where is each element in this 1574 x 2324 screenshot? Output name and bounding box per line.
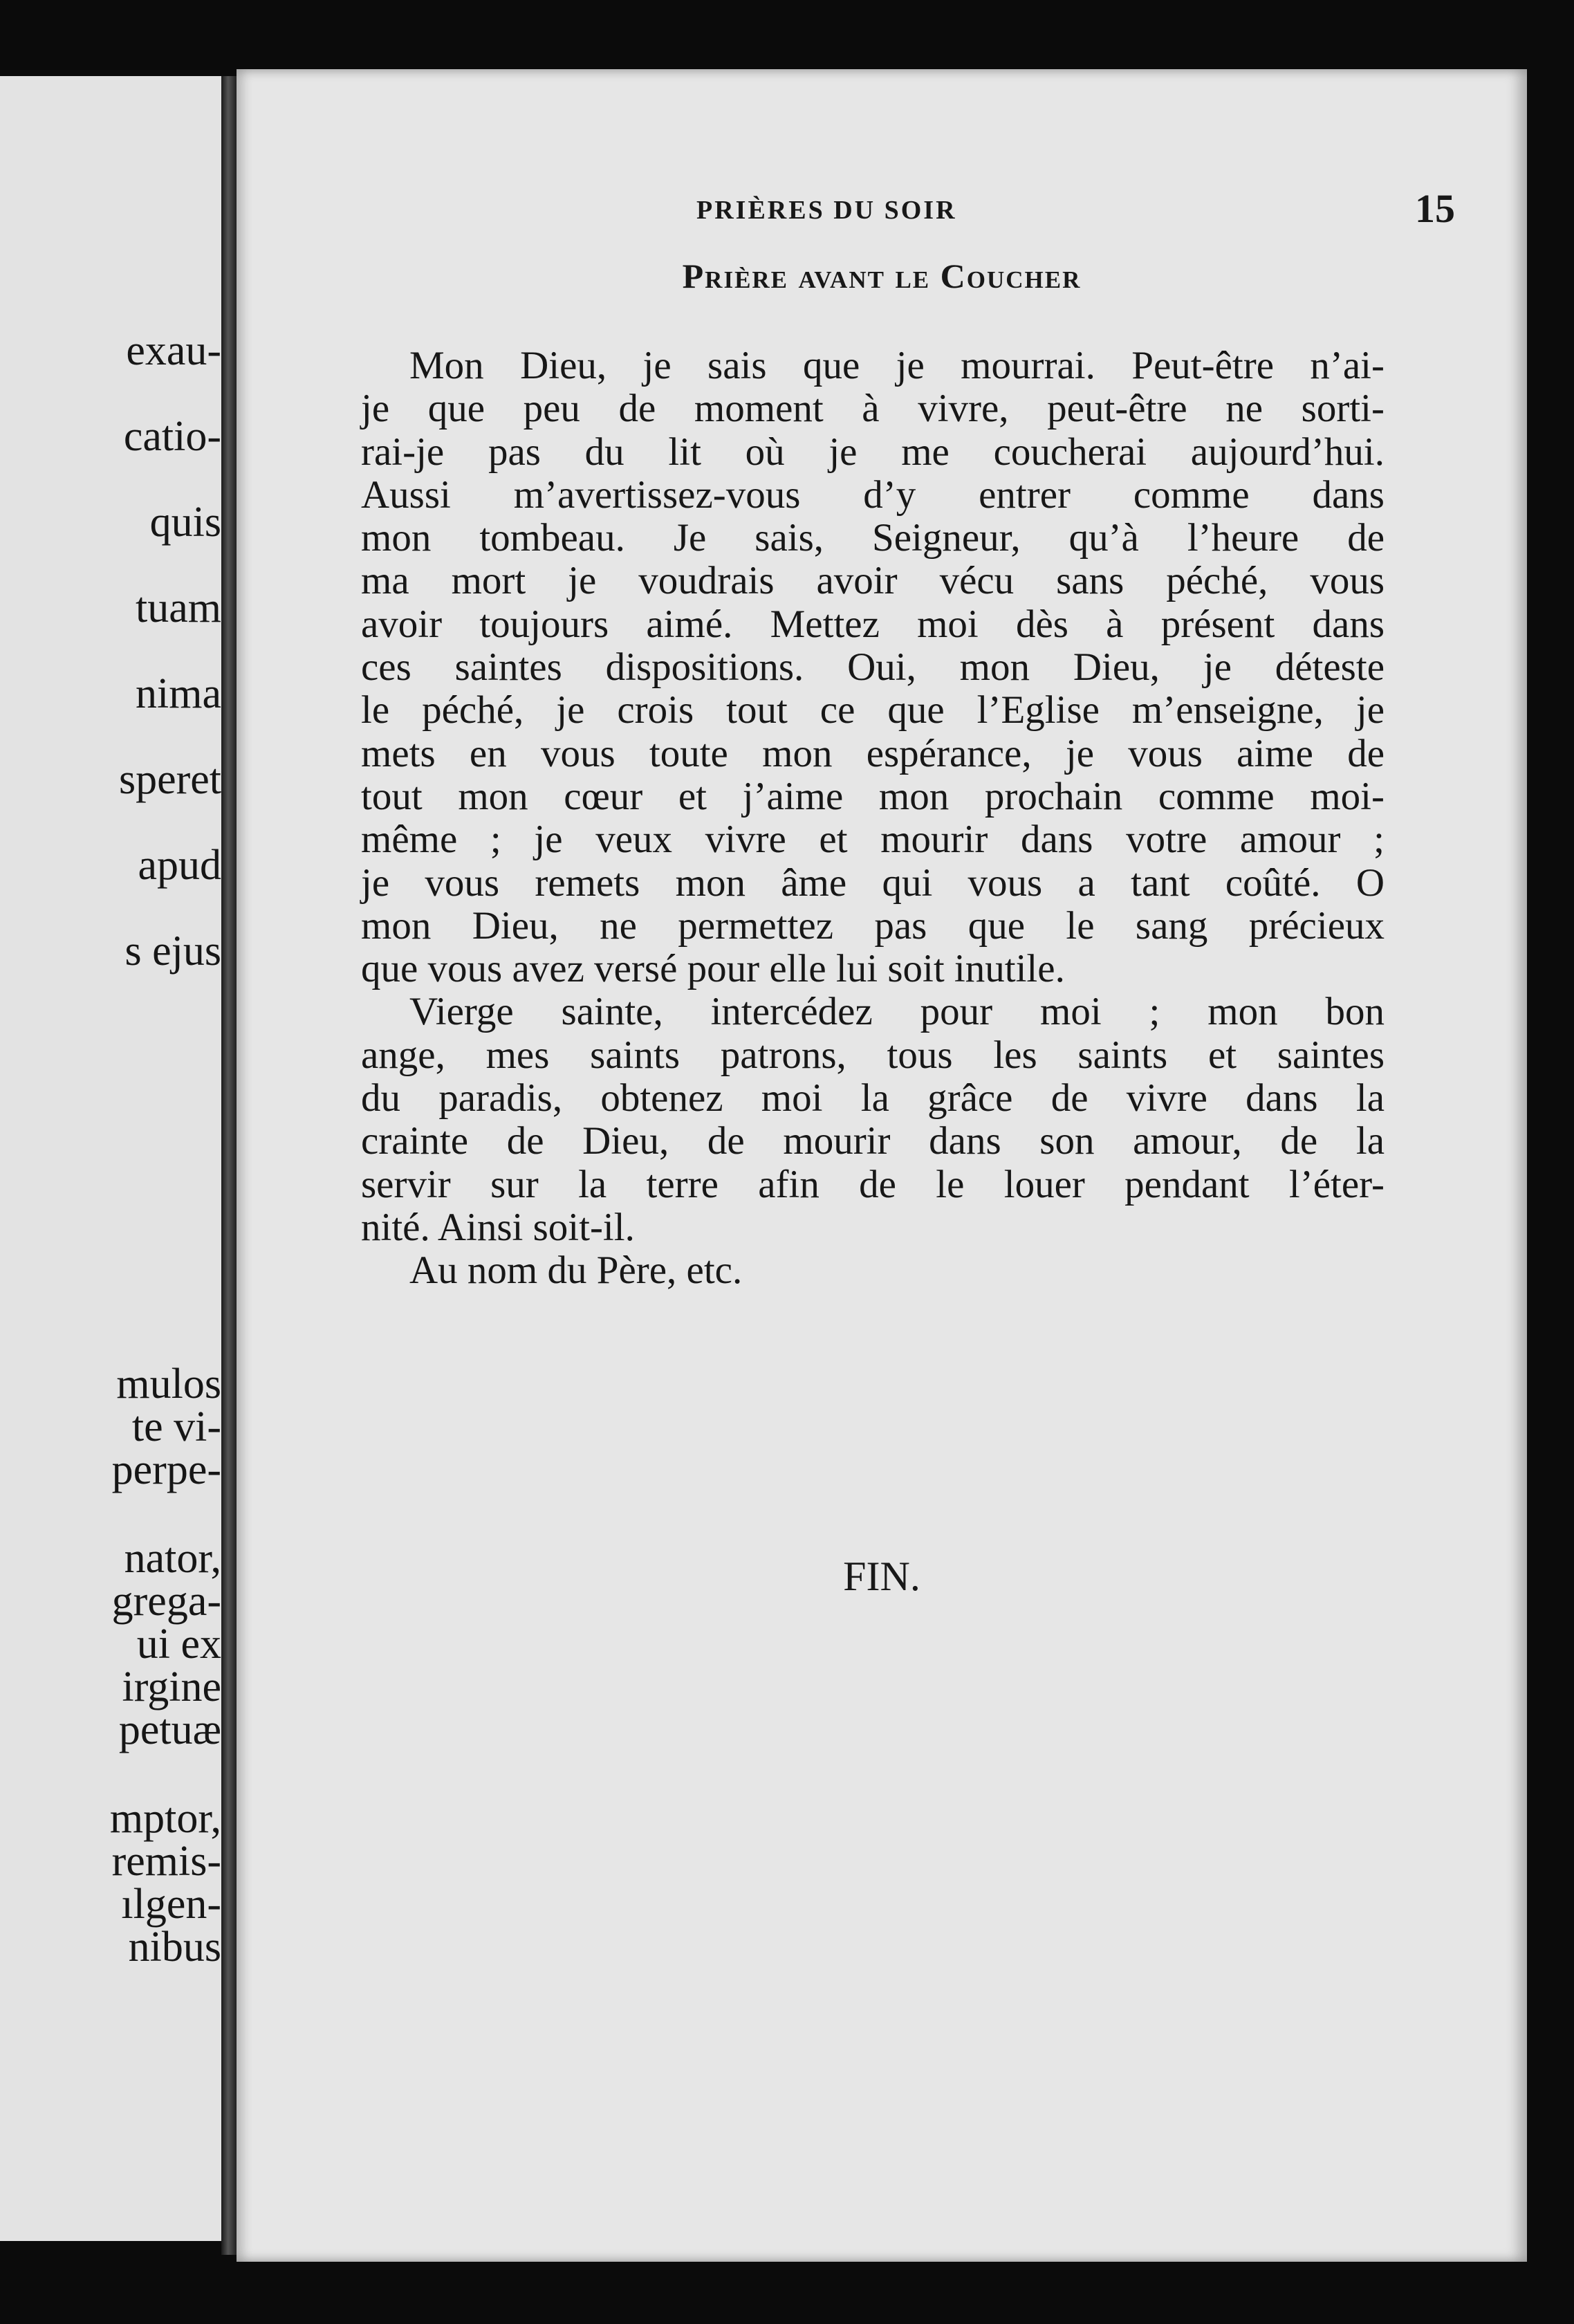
prayer-text: [361, 344, 1385, 1293]
text-line: même ; je veux vivre et mourir dans votre amour ;: [361, 818, 1385, 862]
left-page-line: nator,: [124, 1535, 221, 1582]
text-line: ces saintes dispositions. Oui, mon Dieu, je déteste: [361, 645, 1385, 690]
page-number: 15: [1415, 186, 1455, 231]
left-page-line: irgine: [122, 1663, 221, 1710]
text-line: Mon Dieu, je sais que je mourrai. Peut-être n’ai-: [409, 344, 1385, 387]
text-line: tout mon cœur et j’aime mon prochain comme moi-: [361, 774, 1385, 818]
text-line: du paradis, obtenez moi la grâce de vivre dans la: [361, 1076, 1385, 1120]
text-line: mets en vous toute mon espérance, je vous aime de: [361, 731, 1385, 775]
text-line: ma mort je voudrais avoir vécu sans péché, vous: [361, 559, 1385, 603]
text-line: le péché, je crois tout ce que l’Eglise m’enseigne, je: [361, 688, 1385, 732]
left-page-line: speret: [118, 756, 221, 803]
left-page-line: grega-: [111, 1578, 221, 1625]
text-line: je vous remets mon âme qui vous a tant coûté. O: [361, 860, 1385, 905]
left-page-line: te vi-: [131, 1403, 221, 1450]
left-page-line: mulos: [116, 1361, 221, 1408]
text-line: ange, mes saints patrons, tous les saints et saintes: [361, 1033, 1385, 1077]
text-line: Aussi m’avertissez-vous d’y entrer comme dans: [361, 472, 1385, 517]
left-page-line: petuæ: [118, 1706, 221, 1753]
left-page-line: s ejus: [124, 928, 221, 975]
left-page-line: nibus: [128, 1924, 221, 1971]
left-page-line: apud: [138, 842, 221, 889]
running-head: PRIÈRES DU SOIR: [696, 196, 957, 225]
left-page-fragment: [0, 76, 221, 2241]
text-line: Au nom du Père, etc.: [409, 1248, 743, 1293]
text-line: que vous avez versé pour elle lui soit inutile.: [361, 947, 1065, 991]
left-page-line: quis: [149, 499, 221, 546]
left-page-line: perpe-: [111, 1446, 221, 1493]
book-gutter: [221, 76, 237, 2255]
left-page-line: catio-: [123, 413, 221, 460]
text-line: crainte de Dieu, de mourir dans son amour, de la: [361, 1119, 1385, 1163]
text-line: mon Dieu, ne permettez pas que le sang précieux: [361, 903, 1385, 948]
left-page-line: mptor,: [109, 1795, 221, 1842]
text-line: Vierge sainte, intercédez pour moi ; mon bon: [409, 990, 1385, 1034]
left-page-line: nima: [136, 670, 221, 717]
text-line: rai-je pas du lit où je me coucherai aujourd’hui.: [361, 430, 1385, 474]
text-line: servir sur la terre afin de le louer pendant l’éter-: [361, 1162, 1385, 1206]
left-page-line: ılgen-: [121, 1881, 221, 1928]
fin-mark: FIN.: [843, 1553, 920, 1599]
left-page-line: remis-: [111, 1838, 221, 1885]
left-page-line: tuam: [136, 584, 221, 631]
text-line: avoir toujours aimé. Mettez moi dès à présent dans: [361, 602, 1385, 646]
text-line: je que peu de moment à vivre, peut-être ne sorti-: [361, 387, 1385, 431]
section-title: Prière avant le Coucher: [682, 257, 1082, 295]
right-page: [237, 69, 1527, 2262]
left-page-line: ui ex: [136, 1621, 221, 1668]
text-line: mon tombeau. Je sais, Seigneur, qu’à l’heure de: [361, 516, 1385, 560]
left-page-line: exau-: [126, 327, 221, 374]
text-line: nité. Ainsi soit-il.: [361, 1205, 635, 1249]
